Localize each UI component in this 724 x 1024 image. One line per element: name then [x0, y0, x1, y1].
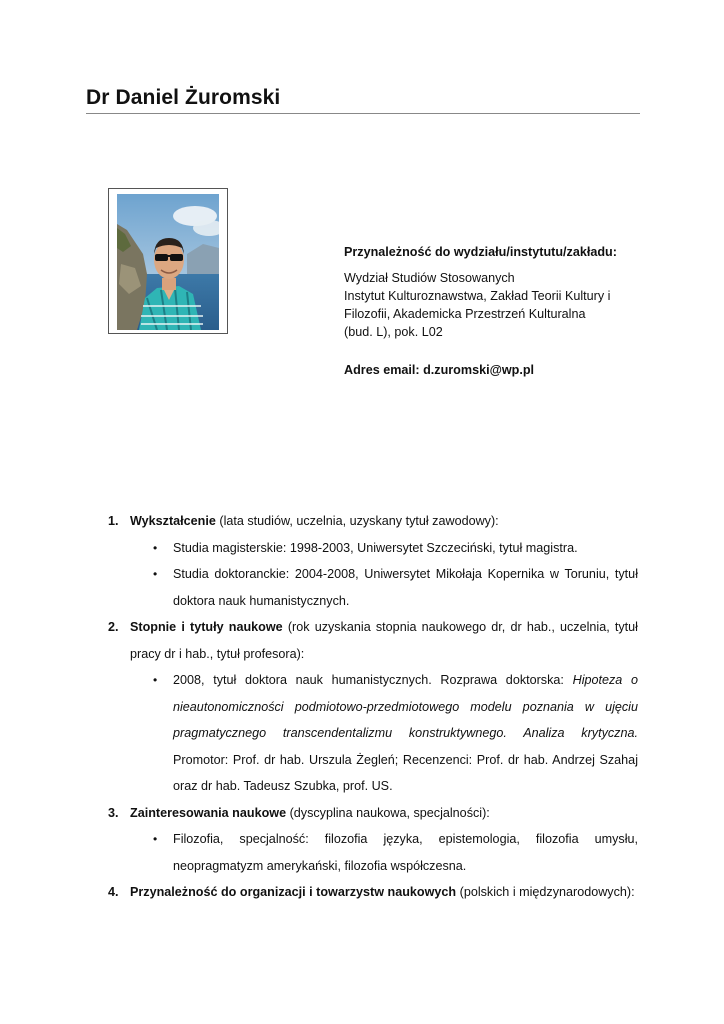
section-degrees: [108, 614, 638, 667]
profile-photo: [117, 194, 219, 330]
section-description: (rok uzyskania stopnia naukowego dr, dr hab., uczelnia, tytuł pracy dr i hab., tytuł profesora):: [130, 620, 638, 661]
section-heading: Zainteresowania naukowe: [130, 805, 287, 820]
section-description: (dyscyplina naukowa, specjalności):: [286, 805, 490, 820]
education-list: [108, 535, 638, 615]
dissertation-title: Hipoteza o nieautonomiczności podmiotowo-przedmiotowego modelu poznania w ujęciu pragmatycznego transcendentalizmu konstruktywnego. Analiza krytyczna.: [173, 673, 638, 740]
list-item-text: Promotor: Prof. dr hab. Urszula Żegleń; Recenzenci: Prof. dr hab. Andrzej Szahaj oraz dr hab. Tadeusz Szubka, prof. US.: [173, 752, 638, 793]
degrees-list: [108, 667, 638, 800]
list-item: [108, 535, 638, 562]
list-item-text: 2008, tytuł doktora nauk humanistycznych. Rozprawa doktorska:: [173, 673, 573, 687]
section-interests: [108, 800, 638, 827]
affiliation-line: (bud. L), pok. L02: [344, 325, 443, 339]
affiliation-line: Filozofii, Akademicka Przestrzeń Kulturalna: [344, 307, 586, 321]
bullet-icon: •: [153, 832, 158, 846]
section-heading: Wykształcenie: [130, 514, 216, 528]
bullet-icon: •: [153, 567, 158, 581]
affiliation-line: Wydział Studiów Stosowanych: [344, 271, 515, 285]
list-item-text: Filozofia, specjalność: filozofia języka, epistemologia, filozofia umysłu, neopragmatyzm amerykański, filozofia współczesna.: [173, 832, 638, 873]
section-heading: Przynależność do organizacji i towarzystw naukowych: [130, 885, 457, 899]
section-number: 4.: [108, 885, 119, 899]
email-address: Adres email: d.zuromski@wp.pl: [344, 363, 535, 377]
interests-list: [108, 826, 638, 879]
cv-sections: [108, 508, 638, 906]
list-item-text: Studia doktoranckie: 2004-2008, Uniwersytet Mikołaja Kopernika w Toruniu, tytuł doktora nauk humanistycznych.: [173, 567, 638, 608]
list-item-text: Studia magisterskie: 1998-2003, Uniwersytet Szczeciński, tytuł magistra.: [173, 540, 578, 555]
section-description: (lata studiów, uczelnia, uzyskany tytuł zawodowy):: [215, 514, 499, 528]
section-heading: Stopnie i tytuły naukowe: [130, 620, 283, 634]
affiliation-line: Instytut Kulturoznawstwa, Zakład Teorii Kultury i: [344, 289, 611, 303]
page-title: Dr Daniel Żuromski: [86, 86, 640, 114]
section-number: 3.: [108, 805, 119, 820]
section-memberships: [108, 879, 638, 906]
profile-photo-frame: [108, 188, 228, 334]
affiliation-block: [344, 243, 644, 392]
bullet-icon: •: [153, 673, 158, 687]
section-education: [108, 508, 638, 535]
affiliation-label: Przynależność do wydziału/instytutu/zakładu:: [344, 245, 617, 259]
list-item: [108, 667, 638, 800]
section-description: (polskich i międzynarodowych):: [456, 885, 635, 899]
list-item: [108, 826, 638, 879]
section-number: 2.: [108, 620, 119, 634]
list-item: [108, 561, 638, 614]
section-number: 1.: [108, 514, 119, 528]
bullet-icon: •: [153, 540, 158, 555]
